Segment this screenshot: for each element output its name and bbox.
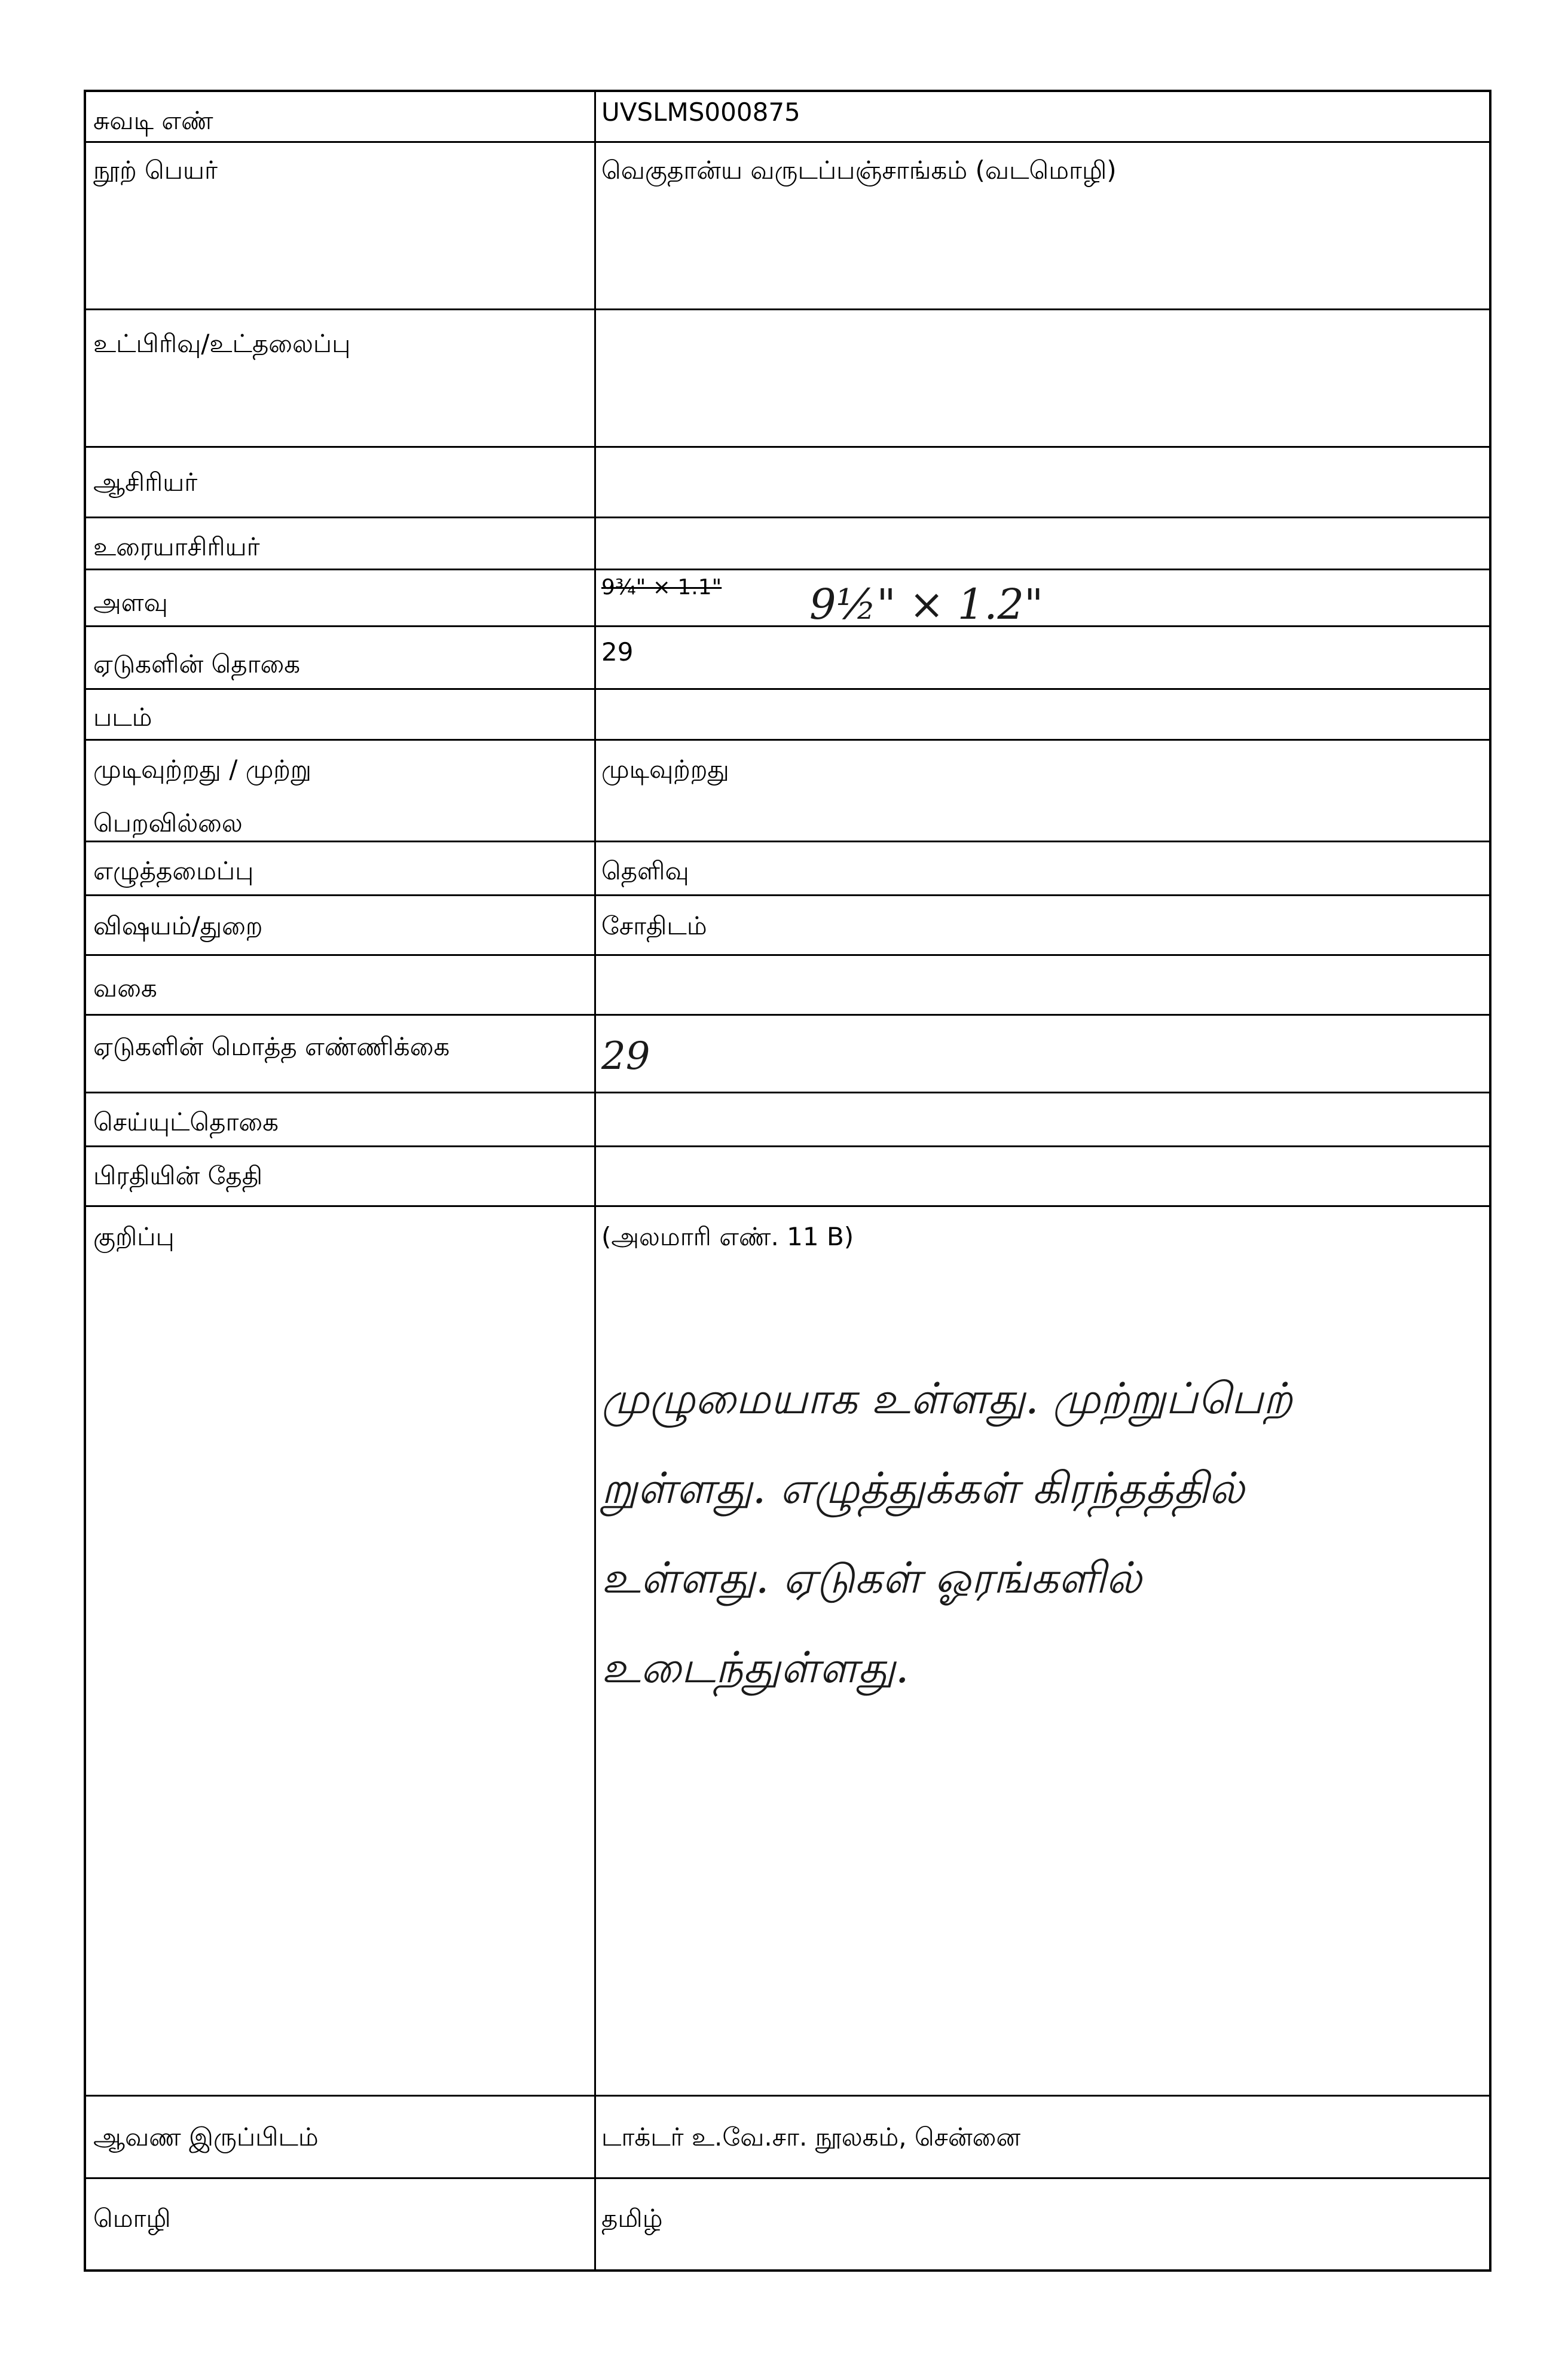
label-author: ஆசிரியர் (93, 467, 198, 497)
row-subject (86, 894, 1489, 954)
value-language: தமிழ் (601, 2204, 663, 2233)
row-commentator (86, 517, 1489, 569)
label-copy-date: பிரதியின் தேதி (93, 1161, 263, 1190)
label-repository: ஆவண இருப்பிடம் (93, 2122, 319, 2152)
label-language: மொழி (93, 2204, 171, 2233)
row-author (86, 446, 1489, 517)
label-subject: விஷயம்/துறை (93, 911, 263, 940)
value-subject: சோதிடம் (601, 911, 707, 940)
row-language (86, 2177, 1489, 2272)
handwritten-note-line: முழுமையாக உள்ளது. முற்றுப்பெற் (601, 1373, 1293, 1423)
row-title (86, 141, 1489, 308)
handwritten-note-line: றுள்ளது. எழுத்துக்கள் கிரந்தத்தில் (601, 1463, 1245, 1513)
catalog-card (84, 90, 1491, 2272)
label-notes: குறிப்பு (93, 1222, 175, 1251)
row-total-leaves (86, 1014, 1489, 1092)
value-title: வெகுதான்ய வருடப்பஞ்சாங்கம் (வடமொழி) (601, 155, 1117, 185)
row-verse-count (86, 1092, 1489, 1145)
label-subtitle: உட்பிரிவு/உட்தலைப்பு (93, 329, 351, 358)
label-script: எழுத்தமைப்பு (93, 856, 254, 885)
label-leaf-count: ஏடுகளின் தொகை (93, 649, 301, 679)
row-subtitle (86, 308, 1489, 446)
row-illustration (86, 688, 1489, 739)
value-completeness: முடிவுற்றது (601, 754, 729, 784)
row-size (86, 569, 1489, 629)
handwritten-note (601, 1353, 1474, 1712)
value-script: தெளிவு (601, 856, 689, 885)
label-completeness-line1: முடிவுற்றது / முற்று (93, 754, 312, 784)
value-manuscript-number: UVSLMS000875 (601, 97, 800, 127)
row-script (86, 841, 1489, 894)
value-size-struck: 9¾" × 1.1" (601, 575, 722, 600)
row-type (86, 954, 1489, 1014)
value-notes-shelf: (அலமாரி எண். 11 B) (601, 1222, 854, 1251)
handwritten-note-line: உடைந்துள்ளது. (601, 1642, 909, 1692)
label-size: அளவு (93, 588, 168, 617)
handwritten-note-line: உள்ளது. ஏடுகள் ஓரங்களில் (601, 1553, 1142, 1603)
row-completeness (86, 739, 1489, 841)
label-commentator: உரையாசிரியர் (93, 532, 260, 561)
row-repository (86, 2095, 1489, 2177)
row-leaf-count (86, 625, 1489, 688)
row-copy-date (86, 1145, 1489, 1205)
row-manuscript-number (86, 92, 1489, 141)
label-type: வகை (93, 973, 157, 1003)
label-illustration: படம் (93, 702, 152, 732)
value-size-handwritten: 9½" × 1.2" (809, 580, 1044, 629)
label-title: நூற் பெயர் (93, 155, 218, 185)
value-total-leaves-handwritten: 29 (601, 1034, 650, 1078)
label-completeness-line2: பெறவில்லை (93, 808, 243, 838)
value-repository: டாக்டர் உ.வே.சா. நூலகம், சென்னை (601, 2122, 1021, 2152)
label-verse-count: செய்யுட்தொகை (93, 1107, 279, 1136)
label-total-leaves: ஏடுகளின் மொத்த எண்ணிக்கை (93, 1032, 450, 1061)
label-manuscript-number: சுவடி எண் (93, 106, 213, 135)
value-leaf-count: 29 (601, 637, 634, 667)
